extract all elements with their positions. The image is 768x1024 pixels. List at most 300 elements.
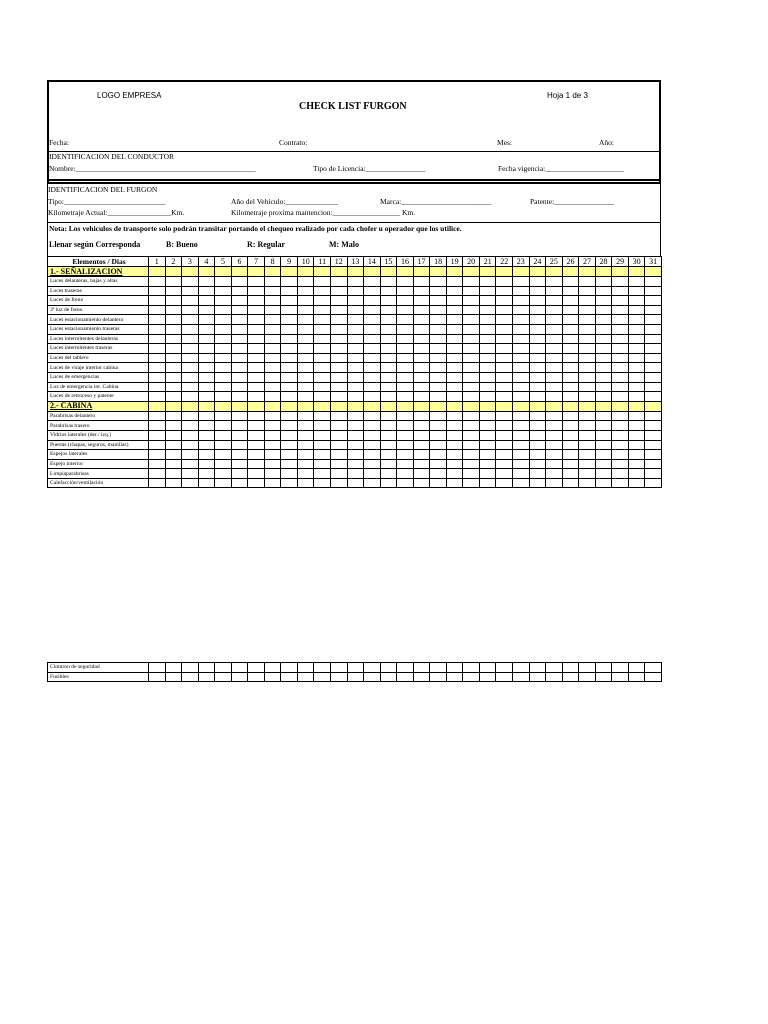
- day-check-cell[interactable]: [479, 286, 496, 296]
- day-check-cell[interactable]: [446, 372, 463, 382]
- day-check-cell[interactable]: [264, 663, 281, 673]
- day-check-cell[interactable]: [264, 315, 281, 325]
- day-check-cell[interactable]: [331, 286, 348, 296]
- day-check-cell[interactable]: [446, 672, 463, 682]
- day-check-cell[interactable]: [364, 421, 381, 431]
- day-check-cell[interactable]: [314, 305, 331, 315]
- day-check-cell[interactable]: [165, 663, 182, 673]
- km-proxima-field[interactable]: Kilometraje proxima mantencion:__________________ Km.: [231, 208, 416, 217]
- day-check-cell[interactable]: [182, 305, 199, 315]
- day-check-cell[interactable]: [397, 305, 414, 315]
- day-check-cell[interactable]: [380, 421, 397, 431]
- day-check-cell[interactable]: [612, 382, 629, 392]
- day-check-cell[interactable]: [595, 305, 612, 315]
- day-check-cell[interactable]: [546, 334, 563, 344]
- day-check-cell[interactable]: [579, 305, 596, 315]
- day-check-cell[interactable]: [297, 344, 314, 354]
- day-check-cell[interactable]: [198, 305, 215, 315]
- day-check-cell[interactable]: [198, 372, 215, 382]
- day-check-cell[interactable]: [281, 450, 298, 460]
- day-check-cell[interactable]: [413, 392, 430, 402]
- day-check-cell[interactable]: [215, 305, 232, 315]
- day-check-cell[interactable]: [182, 392, 199, 402]
- day-check-cell[interactable]: [182, 353, 199, 363]
- day-check-cell[interactable]: [248, 430, 265, 440]
- day-check-cell[interactable]: [513, 324, 530, 334]
- day-check-cell[interactable]: [281, 305, 298, 315]
- day-check-cell[interactable]: [479, 440, 496, 450]
- day-check-cell[interactable]: [380, 450, 397, 460]
- day-check-cell[interactable]: [364, 450, 381, 460]
- day-check-cell[interactable]: [413, 324, 430, 334]
- day-check-cell[interactable]: [314, 440, 331, 450]
- day-check-cell[interactable]: [645, 305, 662, 315]
- day-check-cell[interactable]: [430, 277, 447, 287]
- day-check-cell[interactable]: [165, 392, 182, 402]
- day-check-cell[interactable]: [463, 440, 480, 450]
- day-check-cell[interactable]: [529, 411, 546, 421]
- day-check-cell[interactable]: [182, 296, 199, 306]
- day-check-cell[interactable]: [446, 478, 463, 488]
- day-check-cell[interactable]: [529, 392, 546, 402]
- day-check-cell[interactable]: [314, 411, 331, 421]
- day-check-cell[interactable]: [331, 277, 348, 287]
- day-check-cell[interactable]: [463, 459, 480, 469]
- day-check-cell[interactable]: [529, 478, 546, 488]
- day-check-cell[interactable]: [397, 296, 414, 306]
- day-check-cell[interactable]: [215, 450, 232, 460]
- day-check-cell[interactable]: [628, 324, 645, 334]
- day-check-cell[interactable]: [281, 672, 298, 682]
- day-check-cell[interactable]: [314, 277, 331, 287]
- day-check-cell[interactable]: [562, 344, 579, 354]
- day-check-cell[interactable]: [380, 440, 397, 450]
- day-check-cell[interactable]: [182, 440, 199, 450]
- day-check-cell[interactable]: [529, 382, 546, 392]
- day-check-cell[interactable]: [496, 430, 513, 440]
- day-check-cell[interactable]: [496, 469, 513, 479]
- day-check-cell[interactable]: [562, 478, 579, 488]
- day-check-cell[interactable]: [215, 382, 232, 392]
- day-check-cell[interactable]: [430, 334, 447, 344]
- day-check-cell[interactable]: [297, 672, 314, 682]
- day-check-cell[interactable]: [479, 478, 496, 488]
- day-check-cell[interactable]: [463, 315, 480, 325]
- day-check-cell[interactable]: [463, 286, 480, 296]
- day-check-cell[interactable]: [562, 382, 579, 392]
- day-check-cell[interactable]: [628, 334, 645, 344]
- day-check-cell[interactable]: [612, 353, 629, 363]
- day-check-cell[interactable]: [248, 315, 265, 325]
- day-check-cell[interactable]: [364, 305, 381, 315]
- day-check-cell[interactable]: [430, 663, 447, 673]
- day-check-cell[interactable]: [380, 372, 397, 382]
- day-check-cell[interactable]: [364, 430, 381, 440]
- day-check-cell[interactable]: [645, 363, 662, 373]
- day-check-cell[interactable]: [529, 440, 546, 450]
- day-check-cell[interactable]: [562, 277, 579, 287]
- day-check-cell[interactable]: [628, 382, 645, 392]
- day-check-cell[interactable]: [198, 286, 215, 296]
- day-check-cell[interactable]: [215, 663, 232, 673]
- day-check-cell[interactable]: [562, 305, 579, 315]
- day-check-cell[interactable]: [645, 663, 662, 673]
- day-check-cell[interactable]: [149, 305, 166, 315]
- day-check-cell[interactable]: [430, 459, 447, 469]
- day-check-cell[interactable]: [215, 459, 232, 469]
- day-check-cell[interactable]: [331, 305, 348, 315]
- day-check-cell[interactable]: [331, 411, 348, 421]
- day-check-cell[interactable]: [264, 305, 281, 315]
- day-check-cell[interactable]: [297, 372, 314, 382]
- day-check-cell[interactable]: [231, 382, 248, 392]
- day-check-cell[interactable]: [612, 286, 629, 296]
- day-check-cell[interactable]: [314, 363, 331, 373]
- day-check-cell[interactable]: [231, 353, 248, 363]
- day-check-cell[interactable]: [595, 324, 612, 334]
- day-check-cell[interactable]: [546, 344, 563, 354]
- day-check-cell[interactable]: [149, 382, 166, 392]
- day-check-cell[interactable]: [314, 286, 331, 296]
- day-check-cell[interactable]: [529, 324, 546, 334]
- day-check-cell[interactable]: [281, 353, 298, 363]
- day-check-cell[interactable]: [165, 411, 182, 421]
- day-check-cell[interactable]: [248, 411, 265, 421]
- day-check-cell[interactable]: [579, 459, 596, 469]
- day-check-cell[interactable]: [413, 353, 430, 363]
- day-check-cell[interactable]: [579, 469, 596, 479]
- day-check-cell[interactable]: [182, 382, 199, 392]
- day-check-cell[interactable]: [446, 663, 463, 673]
- day-check-cell[interactable]: [562, 440, 579, 450]
- day-check-cell[interactable]: [380, 478, 397, 488]
- day-check-cell[interactable]: [446, 315, 463, 325]
- day-check-cell[interactable]: [628, 363, 645, 373]
- day-check-cell[interactable]: [529, 315, 546, 325]
- day-check-cell[interactable]: [479, 663, 496, 673]
- day-check-cell[interactable]: [331, 430, 348, 440]
- day-check-cell[interactable]: [248, 286, 265, 296]
- day-check-cell[interactable]: [612, 450, 629, 460]
- day-check-cell[interactable]: [579, 344, 596, 354]
- day-check-cell[interactable]: [496, 324, 513, 334]
- day-check-cell[interactable]: [198, 353, 215, 363]
- day-check-cell[interactable]: [198, 411, 215, 421]
- day-check-cell[interactable]: [380, 459, 397, 469]
- day-check-cell[interactable]: [612, 459, 629, 469]
- day-check-cell[interactable]: [248, 363, 265, 373]
- day-check-cell[interactable]: [562, 469, 579, 479]
- day-check-cell[interactable]: [264, 334, 281, 344]
- day-check-cell[interactable]: [628, 450, 645, 460]
- day-check-cell[interactable]: [496, 353, 513, 363]
- day-check-cell[interactable]: [612, 324, 629, 334]
- day-check-cell[interactable]: [165, 382, 182, 392]
- day-check-cell[interactable]: [579, 672, 596, 682]
- day-check-cell[interactable]: [479, 353, 496, 363]
- day-check-cell[interactable]: [529, 286, 546, 296]
- day-check-cell[interactable]: [430, 450, 447, 460]
- day-check-cell[interactable]: [182, 372, 199, 382]
- day-check-cell[interactable]: [430, 411, 447, 421]
- day-check-cell[interactable]: [546, 286, 563, 296]
- day-check-cell[interactable]: [215, 469, 232, 479]
- day-check-cell[interactable]: [182, 315, 199, 325]
- day-check-cell[interactable]: [248, 277, 265, 287]
- day-check-cell[interactable]: [413, 450, 430, 460]
- day-check-cell[interactable]: [446, 286, 463, 296]
- day-check-cell[interactable]: [595, 450, 612, 460]
- day-check-cell[interactable]: [595, 459, 612, 469]
- day-check-cell[interactable]: [579, 440, 596, 450]
- day-check-cell[interactable]: [562, 296, 579, 306]
- day-check-cell[interactable]: [496, 450, 513, 460]
- day-check-cell[interactable]: [149, 663, 166, 673]
- day-check-cell[interactable]: [595, 372, 612, 382]
- day-check-cell[interactable]: [364, 286, 381, 296]
- day-check-cell[interactable]: [562, 421, 579, 431]
- day-check-cell[interactable]: [347, 344, 364, 354]
- day-check-cell[interactable]: [231, 392, 248, 402]
- day-check-cell[interactable]: [182, 469, 199, 479]
- day-check-cell[interactable]: [248, 334, 265, 344]
- day-check-cell[interactable]: [579, 372, 596, 382]
- day-check-cell[interactable]: [546, 663, 563, 673]
- day-check-cell[interactable]: [645, 430, 662, 440]
- day-check-cell[interactable]: [248, 469, 265, 479]
- day-check-cell[interactable]: [562, 372, 579, 382]
- vigencia-field[interactable]: Fecha vigencia:_____________________: [498, 164, 625, 173]
- day-check-cell[interactable]: [347, 663, 364, 673]
- day-check-cell[interactable]: [496, 372, 513, 382]
- day-check-cell[interactable]: [628, 296, 645, 306]
- day-check-cell[interactable]: [595, 344, 612, 354]
- day-check-cell[interactable]: [628, 315, 645, 325]
- day-check-cell[interactable]: [397, 277, 414, 287]
- day-check-cell[interactable]: [165, 469, 182, 479]
- day-check-cell[interactable]: [264, 459, 281, 469]
- day-check-cell[interactable]: [215, 277, 232, 287]
- day-check-cell[interactable]: [331, 672, 348, 682]
- nombre-field[interactable]: Nombre:________________________________________________: [49, 164, 256, 173]
- day-check-cell[interactable]: [347, 334, 364, 344]
- day-check-cell[interactable]: [529, 450, 546, 460]
- day-check-cell[interactable]: [595, 440, 612, 450]
- day-check-cell[interactable]: [231, 372, 248, 382]
- day-check-cell[interactable]: [513, 430, 530, 440]
- day-check-cell[interactable]: [628, 372, 645, 382]
- day-check-cell[interactable]: [513, 421, 530, 431]
- day-check-cell[interactable]: [297, 459, 314, 469]
- day-check-cell[interactable]: [546, 363, 563, 373]
- day-check-cell[interactable]: [364, 469, 381, 479]
- day-check-cell[interactable]: [281, 469, 298, 479]
- day-check-cell[interactable]: [562, 324, 579, 334]
- day-check-cell[interactable]: [529, 334, 546, 344]
- day-check-cell[interactable]: [645, 478, 662, 488]
- day-check-cell[interactable]: [297, 478, 314, 488]
- day-check-cell[interactable]: [446, 392, 463, 402]
- day-check-cell[interactable]: [231, 334, 248, 344]
- marca-field[interactable]: Marca:________________________: [380, 197, 492, 206]
- day-check-cell[interactable]: [446, 344, 463, 354]
- day-check-cell[interactable]: [297, 353, 314, 363]
- day-check-cell[interactable]: [562, 392, 579, 402]
- day-check-cell[interactable]: [331, 478, 348, 488]
- day-check-cell[interactable]: [479, 382, 496, 392]
- day-check-cell[interactable]: [397, 353, 414, 363]
- day-check-cell[interactable]: [628, 344, 645, 354]
- day-check-cell[interactable]: [198, 392, 215, 402]
- day-check-cell[interactable]: [149, 286, 166, 296]
- day-check-cell[interactable]: [264, 411, 281, 421]
- day-check-cell[interactable]: [479, 305, 496, 315]
- day-check-cell[interactable]: [628, 353, 645, 363]
- day-check-cell[interactable]: [645, 450, 662, 460]
- day-check-cell[interactable]: [546, 392, 563, 402]
- day-check-cell[interactable]: [297, 469, 314, 479]
- day-check-cell[interactable]: [397, 411, 414, 421]
- day-check-cell[interactable]: [413, 363, 430, 373]
- day-check-cell[interactable]: [347, 430, 364, 440]
- day-check-cell[interactable]: [546, 315, 563, 325]
- day-check-cell[interactable]: [198, 672, 215, 682]
- day-check-cell[interactable]: [331, 421, 348, 431]
- day-check-cell[interactable]: [231, 305, 248, 315]
- day-check-cell[interactable]: [628, 392, 645, 402]
- day-check-cell[interactable]: [347, 459, 364, 469]
- day-check-cell[interactable]: [562, 430, 579, 440]
- day-check-cell[interactable]: [149, 334, 166, 344]
- day-check-cell[interactable]: [397, 440, 414, 450]
- day-check-cell[interactable]: [496, 459, 513, 469]
- day-check-cell[interactable]: [182, 344, 199, 354]
- day-check-cell[interactable]: [430, 305, 447, 315]
- day-check-cell[interactable]: [331, 353, 348, 363]
- day-check-cell[interactable]: [198, 459, 215, 469]
- day-check-cell[interactable]: [215, 315, 232, 325]
- day-check-cell[interactable]: [297, 450, 314, 460]
- day-check-cell[interactable]: [413, 469, 430, 479]
- day-check-cell[interactable]: [231, 277, 248, 287]
- day-check-cell[interactable]: [496, 440, 513, 450]
- day-check-cell[interactable]: [198, 382, 215, 392]
- day-check-cell[interactable]: [165, 344, 182, 354]
- day-check-cell[interactable]: [546, 353, 563, 363]
- day-check-cell[interactable]: [562, 411, 579, 421]
- day-check-cell[interactable]: [331, 459, 348, 469]
- day-check-cell[interactable]: [529, 672, 546, 682]
- day-check-cell[interactable]: [215, 344, 232, 354]
- day-check-cell[interactable]: [496, 363, 513, 373]
- day-check-cell[interactable]: [347, 392, 364, 402]
- day-check-cell[interactable]: [297, 324, 314, 334]
- day-check-cell[interactable]: [645, 382, 662, 392]
- day-check-cell[interactable]: [529, 421, 546, 431]
- day-check-cell[interactable]: [198, 315, 215, 325]
- day-check-cell[interactable]: [446, 296, 463, 306]
- day-check-cell[interactable]: [248, 459, 265, 469]
- day-check-cell[interactable]: [529, 469, 546, 479]
- day-check-cell[interactable]: [165, 324, 182, 334]
- day-check-cell[interactable]: [479, 411, 496, 421]
- day-check-cell[interactable]: [297, 305, 314, 315]
- day-check-cell[interactable]: [314, 372, 331, 382]
- day-check-cell[interactable]: [513, 411, 530, 421]
- day-check-cell[interactable]: [513, 372, 530, 382]
- day-check-cell[interactable]: [281, 430, 298, 440]
- day-check-cell[interactable]: [231, 430, 248, 440]
- day-check-cell[interactable]: [413, 277, 430, 287]
- day-check-cell[interactable]: [297, 363, 314, 373]
- day-check-cell[interactable]: [413, 286, 430, 296]
- day-check-cell[interactable]: [595, 672, 612, 682]
- day-check-cell[interactable]: [182, 663, 199, 673]
- day-check-cell[interactable]: [380, 353, 397, 363]
- day-check-cell[interactable]: [314, 392, 331, 402]
- day-check-cell[interactable]: [479, 315, 496, 325]
- day-check-cell[interactable]: [347, 382, 364, 392]
- day-check-cell[interactable]: [645, 296, 662, 306]
- day-check-cell[interactable]: [413, 440, 430, 450]
- day-check-cell[interactable]: [546, 421, 563, 431]
- day-check-cell[interactable]: [496, 334, 513, 344]
- day-check-cell[interactable]: [314, 459, 331, 469]
- day-check-cell[interactable]: [579, 663, 596, 673]
- day-check-cell[interactable]: [297, 440, 314, 450]
- day-check-cell[interactable]: [463, 469, 480, 479]
- day-check-cell[interactable]: [413, 421, 430, 431]
- day-check-cell[interactable]: [331, 324, 348, 334]
- day-check-cell[interactable]: [562, 286, 579, 296]
- day-check-cell[interactable]: [380, 305, 397, 315]
- day-check-cell[interactable]: [297, 411, 314, 421]
- day-check-cell[interactable]: [628, 478, 645, 488]
- day-check-cell[interactable]: [546, 430, 563, 440]
- day-check-cell[interactable]: [628, 430, 645, 440]
- day-check-cell[interactable]: [546, 469, 563, 479]
- day-check-cell[interactable]: [380, 672, 397, 682]
- day-check-cell[interactable]: [397, 392, 414, 402]
- day-check-cell[interactable]: [248, 478, 265, 488]
- day-check-cell[interactable]: [645, 672, 662, 682]
- day-check-cell[interactable]: [595, 315, 612, 325]
- day-check-cell[interactable]: [264, 450, 281, 460]
- day-check-cell[interactable]: [182, 411, 199, 421]
- day-check-cell[interactable]: [413, 411, 430, 421]
- day-check-cell[interactable]: [149, 363, 166, 373]
- day-check-cell[interactable]: [446, 334, 463, 344]
- day-check-cell[interactable]: [612, 334, 629, 344]
- day-check-cell[interactable]: [215, 334, 232, 344]
- day-check-cell[interactable]: [331, 344, 348, 354]
- day-check-cell[interactable]: [248, 344, 265, 354]
- day-check-cell[interactable]: [364, 277, 381, 287]
- day-check-cell[interactable]: [215, 440, 232, 450]
- day-check-cell[interactable]: [513, 286, 530, 296]
- day-check-cell[interactable]: [331, 315, 348, 325]
- day-check-cell[interactable]: [165, 430, 182, 440]
- day-check-cell[interactable]: [281, 363, 298, 373]
- day-check-cell[interactable]: [149, 421, 166, 431]
- day-check-cell[interactable]: [562, 363, 579, 373]
- day-check-cell[interactable]: [198, 450, 215, 460]
- day-check-cell[interactable]: [347, 440, 364, 450]
- day-check-cell[interactable]: [165, 421, 182, 431]
- day-check-cell[interactable]: [479, 363, 496, 373]
- day-check-cell[interactable]: [314, 353, 331, 363]
- day-check-cell[interactable]: [198, 663, 215, 673]
